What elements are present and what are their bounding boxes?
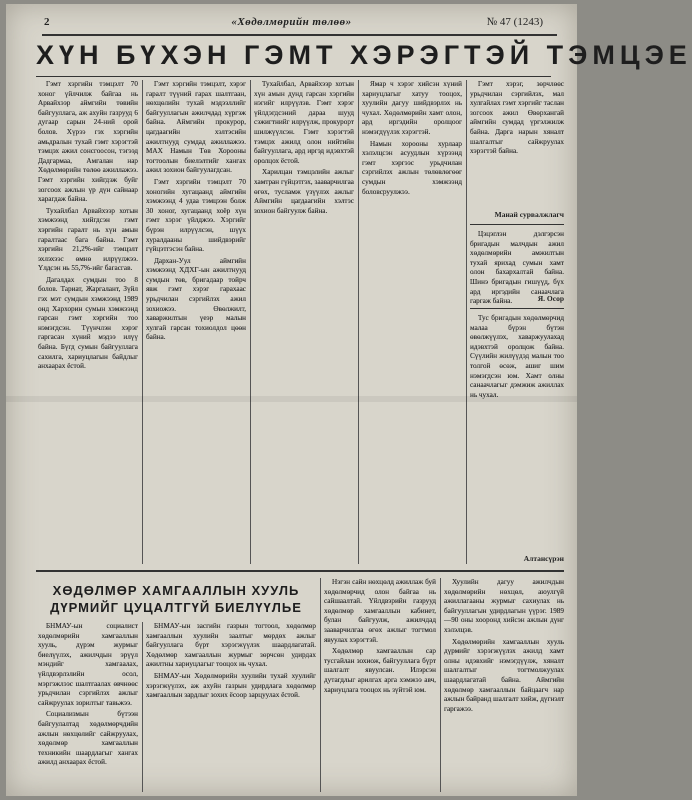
paragraph: Ямар ч хэрэг хийсэн хүний хариуцлагыг хатуу тооцох, хуулийн дагуу шийдвэрлэх нь чухал. Хөдөлмөрийн хамт олон, ард иргэдийн оролцоог нэмэгдүүлэх хэрэгтэй. xyxy=(362,80,462,136)
paragraph: БНМАУ-ын засгийн газрын тогтоол, хөдөлмөр хамгааллын хуулийн заалтыг мөрдөх ажлыг байгууллага бүрт хэрэгжүүлэх шаардлагатай. Хөдөлмөр хамгааллын журмыг зөрчсөн удирдах ажилтны хариуцлагыг тооцох нь чухал. xyxy=(146,622,316,669)
headline-rule xyxy=(36,76,551,77)
paragraph: БНМАУ-ын Хөдөлмөрийн хуулийн тухай хуулийг хэрэгжүүлэх, аж ахуйн газрын удирдлага хөдөлмөр хамгааллын зардлыг зохих ёсоор зарцуулах ёстой. xyxy=(146,671,316,700)
top-column-4 xyxy=(362,80,462,564)
page-number: 2 xyxy=(44,16,50,28)
paragraph: Хуулийн дагуу ажилчдын хөдөлмөрийн нөхцөл, аюулгүй ажиллагааны журмыг сахиулах нь байгууллагын удирдлагын үүрэг. 1989—90 оны хооронд хийсэн ажлын дүнг хэлэлцэв. xyxy=(444,578,564,634)
column-divider xyxy=(142,622,143,792)
author-signature: Алтансүрэн xyxy=(523,554,564,563)
column-divider xyxy=(250,80,251,564)
paragraph: Гэмт хэрэг, зөрчлөөс урьдчилан сэргийлэх, мал хулгайлах гэмт хэргийг таслан зогсоох ажил Өвөрхангай аймгийн сумдад үргэлжилж байна. Дарга нарын хяналт шалгалтыг сайжруулах хэрэгтэй байна. xyxy=(470,80,564,156)
top-column-2 xyxy=(146,80,246,564)
bottom-column-4 xyxy=(444,578,564,792)
paragraph: Тухайлбал Арвайхээр хотын хэмжээнд хийгдсэн гэмт хэргийн гаралт нь хүн амын гаралтаас бага байна. Гэмт хэргийн 21,2%-ийг тэмцэлт эхлэхээс өмнө илрүүлжээ. Үлдсэн нь 55,7%-ийг багасгав. xyxy=(38,206,138,273)
bottom-headline: ХӨДӨЛМӨР ХАМГААЛЛЫН ХУУЛЬ ДҮРМИЙГ ЦУЦАЛТГҮЙ БИЕЛҮҮЛЬЕ xyxy=(50,583,302,615)
paragraph: Цэцэглэн дэлгэрсэн бригадын малчдын ажил хөдөлмөрийн амжилтын тухай ярихад сумын хамт олон бахархалтай байна. Шинэ бригадын гишүүд, бүх ард иргэдийн санаачлага гаргаж байна. xyxy=(470,230,564,306)
column-divider xyxy=(320,578,321,792)
newspaper-page xyxy=(6,4,692,796)
paragraph: Гэмт хэргийн тэмцэлт 70 хоног үйлчилж байгаа нь Арвайхээр аймгийн төвийн байгууллага, аж ахуйн газрууд 6 дугаар сарын 24-ний орой болов. Хүрээ гэх хэргийн амьдралын тухай гэмт хэрэгтэй тэмцэх ажил сонсгоосон, тэгээд Дадгармаа, Амгалан нар Хөдөлмөрийн төлөө ажиллажээ. Гэмт хэргийн хийгдэж буйг зогсоох ажлын үр дүн сайнаар харагдаж байна. xyxy=(38,80,138,204)
top-column-3 xyxy=(254,80,354,564)
bottom-column-2 xyxy=(146,622,316,792)
section-rule xyxy=(470,224,564,225)
paragraph: Гэмт хэргийн тэмцэлт, хэрэг гаралт түүний гарах шалтгаан, нөхцөлийн тухай мэдээллийг байгууллагын ажилчдад хүргэж байна. Аймгийн прокурор, цагдаагийн хэлтэсийн ажилтнууд сумдад ажиллажээ. МАХ Намын Төв Хорооны тогтоолын биелэлтийг хангах ажил зохион байгуулагдсан. xyxy=(146,80,246,175)
paragraph: Тус бригадын хөдөлмөрчид малаа бүрэн бүтэн өвөлжүүлэх, хаваржуулахад идэвхтэй оролцож байна. Сүүлийн жилүүдэд малын тоо толгой өсөж, ашиг шим нэмэгдсэн юм. Хамт олны санаачлагыг дэмжиж ажиллах нь чухал. xyxy=(470,314,564,399)
author-signature: Манай сурвалжлагч xyxy=(494,210,564,219)
bottom-column-1 xyxy=(38,622,138,792)
paragraph: Намын хорооны хурлаар хэлэлцсэн асуудлын хүрээнд гэмт хэргээс урьдчилан сэргийлэх ажлын төлөвлөгөөг сумдын хэмжээнд боловсруулжээ. xyxy=(362,139,462,196)
page-header xyxy=(6,14,577,34)
column-divider xyxy=(142,80,143,564)
article-separator xyxy=(36,570,564,572)
paragraph: Гэмт хэргийн тэмцэлт 70 хоногийн хугацаанд аймгийн хэмжээнд 4 удаа тэмцээн болж 30 хоног, хугацаанд хоёр хүн гэмт хэрэг үйлджээ. Хэргийг бүрэн илрүүлсэн, шүүх хуралдааны шийдвэрийг гүйцэтгэсэн байна. xyxy=(146,177,246,254)
paragraph: Хөдөлмөрийн хамгааллын хууль дүрмийг хэрэгжүүлэх ажилд хамт олны идэвхийг нэмэгдүүлж, хяналт шалгалтыг тогтмолжуулах шаардлагатай байна. Аймгийн хөдөлмөр хамгааллын байцаагч нар ажлын байранд шалгалт хийж, дүгнэлт гаргажээ. xyxy=(444,637,564,713)
paragraph: Хөдөлмөр хамгааллын сар тусгайлан зохиож, байгууллага бүрт шалгалт явуулсан. Илэрсэн дутагдлыг арилгах арга хэмжээ авч, хариуцлага тооцох нь зүйтэй юм. xyxy=(324,647,436,694)
author-signature: Я. Осор xyxy=(537,294,564,303)
paragraph: Нэгэн сайн нөхцөлд ажиллаж буй хөдөлмөрчид олон байгаа нь сайшаалтай. Үйлдвэрийн газрууд хөдөлмөр хамгааллын кабинет, булан байгуулж, ажилчдад зааварчилгаа өгөх ажлыг тогтмол явуулах хэрэгтэй. xyxy=(324,578,436,644)
top-column-5-c xyxy=(470,314,564,554)
top-column-1 xyxy=(38,80,138,564)
section-rule xyxy=(470,308,564,309)
paragraph: Тухайлбал, Арвайхээр хотын хүн амын дунд гарсан хэргийн нэгийг илрүүлэв. Гэмт хэрэг үйлдэгдсэний дараа шууд сэжигтнийг илрүүлж, прокурорт шилжүүлсэн. Гэмт хэрэгтэй тэмцэх ажилд олон нийтийн байгууллага, ард иргэд идэвхтэй оролцох ёстой. xyxy=(254,80,354,165)
paragraph: Харилцан тэмцэлийн ажлыг хамтран гүйцэтгэх, зааварчилгаа өгөх, тусламж үзүүлэх ажлыг Аймгийн цагдаагийн хэлтэс зохион байгуулж байна. xyxy=(254,168,354,215)
top-column-5-a xyxy=(470,80,564,208)
header-rule xyxy=(42,34,557,36)
paper-fold xyxy=(6,396,577,402)
issue-number: № 47 (1243) xyxy=(486,16,543,28)
column-divider xyxy=(466,80,467,564)
paragraph: Дагалдах сумдын тоо 8 болов. Тариат, Жаргалант, Зүйл гэх мэт сумдын хэмжээнд 1989 онд Хархорин сумын хэмжээнд гарсан гэмт хэргийн тоо нэмэгдсэн. Түүнчлэн хэрэг гаргасан хүний мэдээ илүү байна. Бүгд сумын байгууллага сахилга, хариуцлагын байдлыг анхаарах ёстой. xyxy=(38,275,138,371)
column-divider xyxy=(358,80,359,564)
paragraph: БНМАУ-ын социалист хөдөлмөрийн хамгааллын хууль, дүрэм журмыг биелүүлэх, ажилчдын эрүүл мэндийг хамгаалах, үйлдвэрлэлийн осол, мэргэжлээс шалтгаалах өвчнөөс урьдчилан сэргийлэх ажлыг сайжруулах зорилтыг тавьжээ. xyxy=(38,622,138,707)
bottom-column-3 xyxy=(324,578,436,792)
column-divider xyxy=(440,578,441,792)
paragraph: Дархан-Уул аймгийн хэмжээнд ХДХГ-ын ажилтнууд сумдын төв, бригадаар тойрч явж гэмт хэрэг гарахаас урьдчилан сэргийлэх ажил зохиожээ. Өвөлжилт, хаваржилтын үеэр малын хулгай гарсан тохиолдол цөөн байна. xyxy=(146,256,246,342)
paragraph: Социализмын бүтээн байгуулалтад хөдөлмөрчдийн ажлын нөхцөлийг сайжруулах, хөдөлмөр хамгааллын техникийн шаардлагыг хангах ажилд анхаарах ёстой. xyxy=(38,710,138,767)
newspaper-title: «Хөдөлмөрийн төлөө» xyxy=(231,16,352,28)
top-headline: ХҮН БҮХЭН ГЭМТ ХЭРЭГТЭЙ ТЭМЦЭЕ xyxy=(36,40,692,70)
